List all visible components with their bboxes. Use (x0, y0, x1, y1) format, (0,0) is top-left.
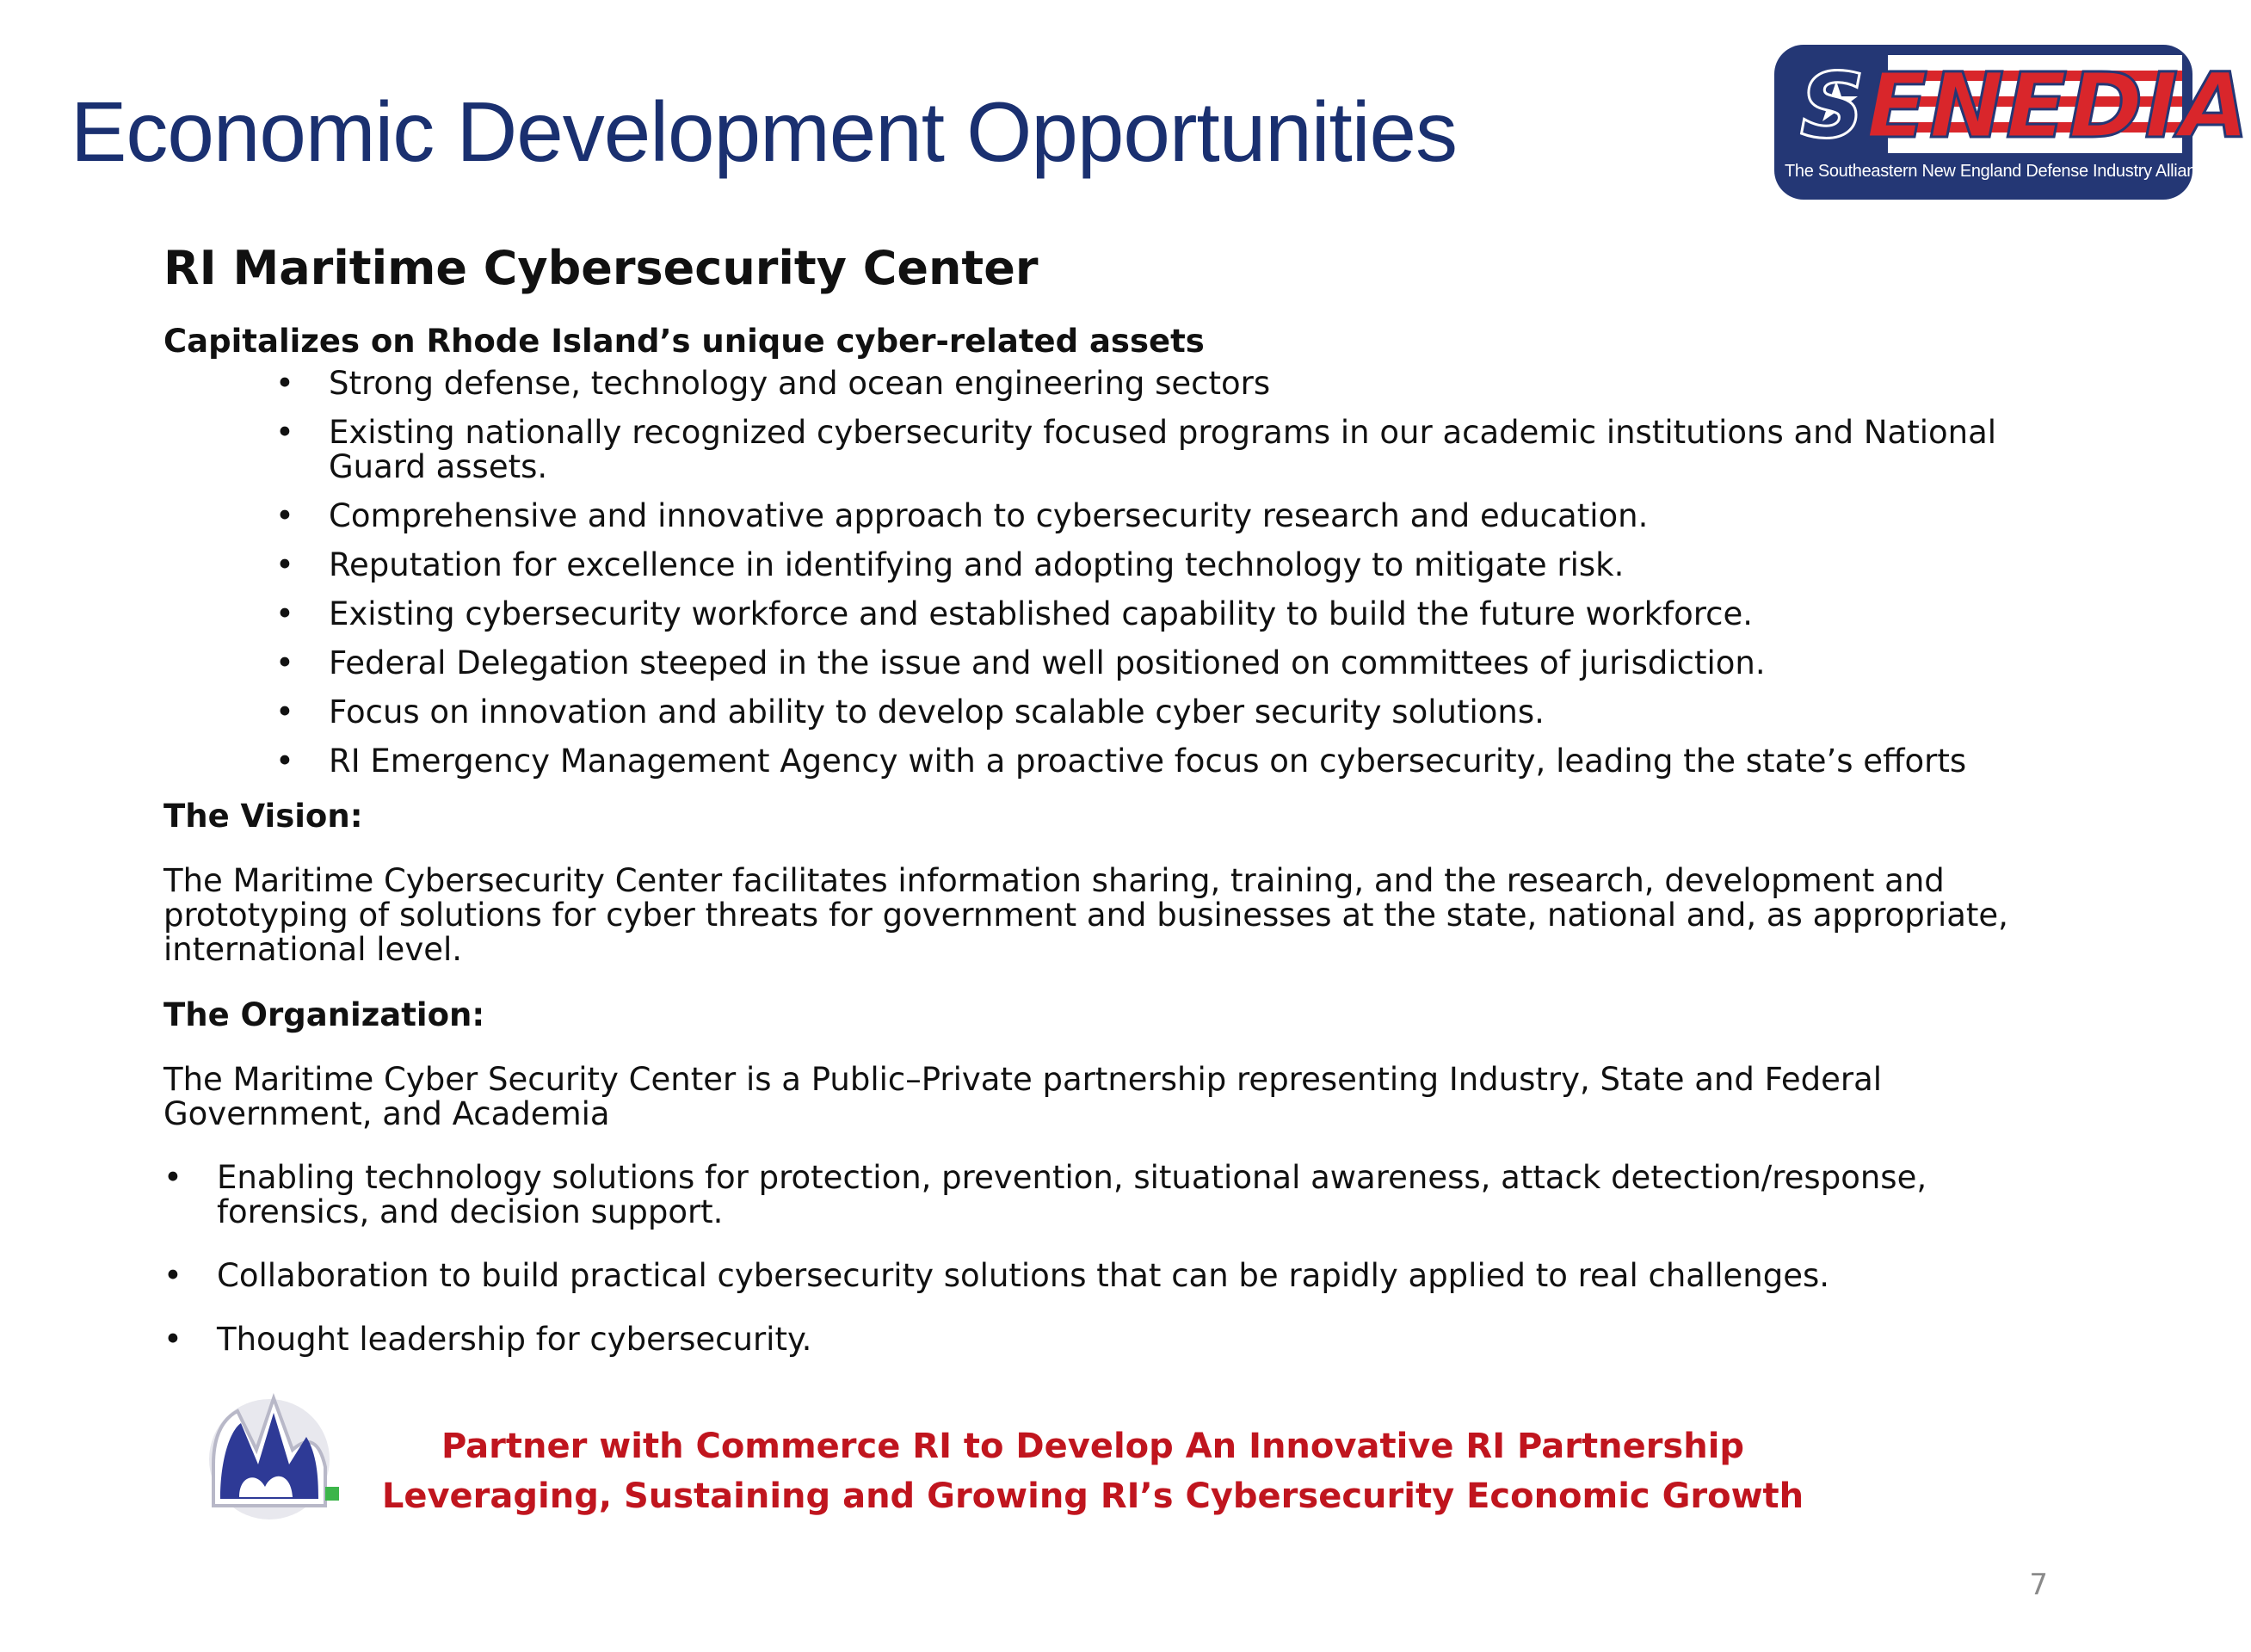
slide-title: Economic Development Opportunities (71, 84, 1458, 179)
list-item: • Collaboration to build practical cybersecurity solutions that can be rapidly applied to real challenges. (163, 1259, 2074, 1293)
organization-heading: The Organization: (163, 996, 485, 1033)
senedia-wordmark: SENEDIA (1800, 53, 2251, 158)
assets-list (163, 367, 2074, 779)
section-heading: RI Maritime Cybersecurity Center (163, 241, 1039, 295)
organization-text: The Maritime Cyber Security Center is a Public–Private partnership representing Industry, State and Federal Government, and Academia (163, 1061, 1883, 1132)
vision-text: The Maritime Cybersecurity Center facilitates information sharing, training, and the research, development and prototyping of solutions for cyber threats for government and businesses at the state, national and, as appropriate, international level. (163, 862, 2008, 968)
assets-heading: Capitalizes on Rhode Island’s unique cyber-related assets (163, 323, 1205, 360)
footer-tagline (361, 1421, 1824, 1521)
list-item: • Existing cybersecurity workforce and established capability to build the future workforce. (275, 597, 2074, 632)
footer-line-2: Leveraging, Sustaining and Growing RI’s Cybersecurity Economic Growth (381, 1476, 1804, 1516)
list-item: • Existing nationally recognized cybersecurity focused programs in our academic institutions and National Guard assets. (275, 416, 2074, 484)
organization-list (163, 1161, 2074, 1357)
main-content (163, 241, 2074, 1386)
senedia-logo-badge (1785, 53, 2251, 158)
list-item: • Reputation for excellence in identifying and adopting technology to mitigate risk. (275, 548, 2074, 583)
senedia-tagline: The Southeastern New England Defense Industry Alliance (1785, 162, 2214, 181)
list-item: • RI Emergency Management Agency with a proactive focus on cybersecurity, leading the state’s efforts (275, 744, 2074, 779)
commerce-ri-logo (196, 1385, 351, 1523)
senedia-logo (1774, 45, 2251, 200)
list-item: • Focus on innovation and ability to develop scalable cyber security solutions. (275, 695, 2074, 730)
footer-line-1: Partner with Commerce RI to Develop An Innovative RI Partnership (441, 1427, 1745, 1466)
list-item: • Comprehensive and innovative approach to cybersecurity research and education. (275, 499, 2074, 533)
list-item: • Enabling technology solutions for protection, prevention, situational awareness, attack detection/response, forensics, and decision support. (163, 1161, 2074, 1230)
vision-heading: The Vision: (163, 798, 363, 835)
list-item: • Federal Delegation steeped in the issue and well positioned on committees of jurisdiction. (275, 646, 2074, 681)
list-item: • Strong defense, technology and ocean engineering sectors (275, 367, 2074, 401)
page-number: 7 (2029, 1568, 2048, 1602)
list-item: • Thought leadership for cybersecurity. (163, 1322, 2074, 1357)
